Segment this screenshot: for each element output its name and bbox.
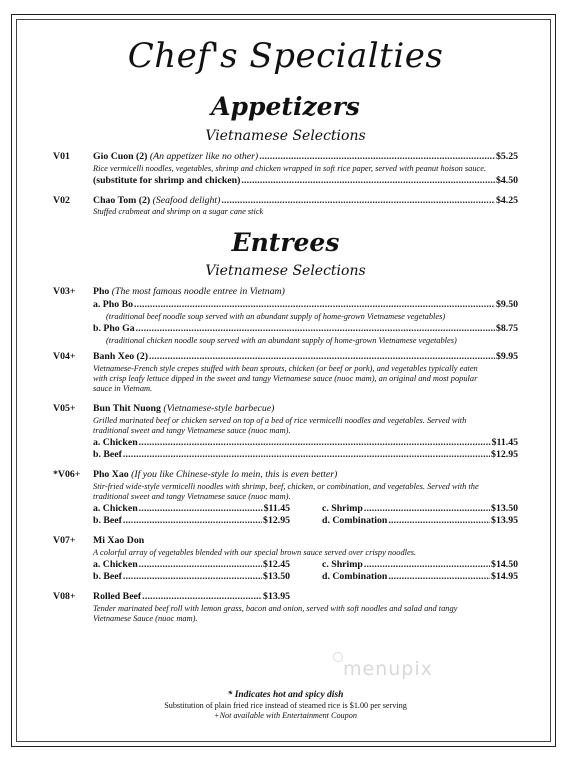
item-description: Stir-fried wide-style vermicelli noodles with shrimp, beef, chicken, or combination, and vegetables. Served with the [93,482,479,491]
item-description: traditional sweet and tangy Vietnamese sauce (nuoc mam). [93,426,291,435]
item-note: (If you like Chinese-style lo mein, this is even better) [131,469,338,480]
menu-item-pho-xao-shrimp [322,503,518,515]
menu-item-pho-bo [93,299,518,311]
menu-item-pho-ga [93,323,518,335]
item-code: V02 [53,195,70,206]
item-description: with crisp leafy lettuce dipped in the sweet and tangy Vietnamese sauce (nuoc mam), an original and most popular [93,374,478,383]
leader-dots [139,437,491,449]
menu-item-chao-tom [93,195,518,207]
menu-item-pho [93,286,285,298]
item-price: $5.25 [495,151,518,162]
item-price: $13.50 [491,503,518,514]
appetizers-subheading: Vietnamese Selections [205,128,366,144]
item-name: b. Beef [93,571,122,582]
menu-item-pho-xao-beef [93,515,290,527]
leader-dots [134,299,495,311]
item-description: Vietnamese Sauce (nuoc mam). [93,614,198,623]
item-name: Pho Xao [93,469,129,480]
item-description: Grilled marinated beef or chicken served on top of a bed of rice vermicelli noodles and vegetables. Served with [93,416,467,425]
page-title: Chef's Specialties [127,36,444,76]
leader-dots [123,515,262,527]
item-description: Tender marinated beef roll with lemon grass, bacon and onion, served with soft noodles and salad and tangy [93,604,458,613]
menu-item-bun-chicken [93,437,518,449]
menu-item-gio-cuon [93,151,518,163]
leader-dots [221,195,495,207]
item-price: $11.45 [491,437,518,448]
menu-item-pho-xao [93,469,337,481]
menu-item-mi-xao-chicken [93,559,290,571]
leader-dots [142,591,262,603]
item-name: Chao Tom (2) [93,195,151,206]
item-price: $12.95 [491,449,518,460]
leader-dots [388,515,490,527]
item-price: $9.95 [495,351,518,362]
item-name: Gio Cuon (2) [93,151,148,162]
leader-dots [259,151,495,163]
item-description: (traditional beef noodle soup served with an abundant supply of home-grown Vietnamese vegetables) [106,312,446,321]
item-name: Pho [93,286,110,297]
menu-item-mi-xao-shrimp [322,559,518,571]
footer-coupon-note: +Not available with Entertainment Coupon [214,711,357,720]
item-price: $13.50 [263,571,290,582]
entrees-heading: Entrees [231,228,340,257]
item-code: V03+ [53,286,76,297]
menu-item-pho-xao-chicken [93,503,290,515]
item-name: Rolled Beef [93,591,142,602]
item-name: Bun Thit Nuong [93,403,161,414]
item-name: Mi Xao Don [93,535,145,546]
item-name: a. Pho Bo [93,299,134,310]
item-name: a. Chicken [93,503,138,514]
leader-dots [364,503,490,515]
item-price: $8.75 [495,323,518,334]
watermark-logo-icon [333,652,343,662]
leader-dots [123,449,490,461]
item-note: (Seafood delight) [152,195,221,206]
item-note: (The most famous noodle entree in Vietnam) [111,286,285,297]
item-description: Stuffed crabmeat and shrimp on a sugar cane stick [93,207,264,216]
item-name: d. Combination [322,515,388,526]
item-code: V01 [53,151,70,162]
leader-dots [136,323,495,335]
item-price: $13.95 [263,591,290,602]
item-description: A colorful array of vegetables blended with our special brown sauce served over crispy noodles. [93,548,417,557]
item-price: $4.25 [495,195,518,206]
appetizers-heading: Appetizers [211,92,360,121]
item-code: V07+ [53,535,76,546]
leader-dots [364,559,490,571]
item-name: b. Pho Ga [93,323,135,334]
leader-dots [388,571,490,583]
menu-item-mi-xao-combination [322,571,518,583]
menu-item-pho-xao-combination [322,515,518,527]
item-name: (substitute for shrimp and chicken) [93,175,241,186]
item-note: (Vietnamese-style barbecue) [163,403,275,414]
item-description: traditional sweet and tangy Vietnamese sauce (nuoc mam). [93,492,291,501]
menu-item-mi-xao-beef [93,571,290,583]
menu-item-bun-thit-nuong [93,403,274,415]
leader-dots [139,503,263,515]
item-price: $13.95 [491,515,518,526]
footer-spicy-note: * Indicates hot and spicy dish [227,690,344,700]
menu-item-bun-beef [93,449,518,461]
item-description: Vietnamese-French style crepes stuffed with bean sprouts, chicken (or beef or pork), and vegetables typically eaten [93,364,478,373]
item-price: $14.50 [491,559,518,570]
item-description: sauce in Vietnam. [93,384,153,393]
leader-dots [149,351,495,363]
item-price: $14.95 [491,571,518,582]
leader-dots [123,571,262,583]
menu-item-rolled-beef [93,591,290,603]
watermark: menupix [343,658,433,680]
item-description: Rice vermicelli noodles, vegetables, shrimp and chicken wrapped in soft rice paper, served with peanut hoison sauce. [93,164,487,173]
item-note: (An appetizer like no other) [149,151,259,162]
leader-dots [139,559,262,571]
entrees-subheading: Vietnamese Selections [205,263,366,279]
item-name: a. Chicken [93,437,138,448]
item-name: Banh Xeo (2) [93,351,148,362]
menu-item-banh-xeo [93,351,518,363]
item-name: c. Shrimp [322,503,363,514]
item-name: a. Chicken [93,559,138,570]
item-code: V05+ [53,403,76,414]
item-code: *V06+ [53,469,81,480]
menu-item-mi-xao-don [93,535,144,547]
item-code: V08+ [53,591,76,602]
item-code: V04+ [53,351,76,362]
item-price: $11.45 [263,503,290,514]
item-name: b. Beef [93,449,122,460]
item-description: (traditional chicken noodle soup served with an abundant supply of home-grown Vietnamese vegetables) [106,336,457,345]
footer-substitution-note: Substitution of plain fried rice instead of steamed rice is $1.00 per serving [164,701,407,710]
item-name: d. Combination [322,571,388,582]
item-name: c. Shrimp [322,559,363,570]
menu-item-gio-cuon-sub [93,175,518,187]
item-price: $4.50 [495,175,518,186]
item-price: $9.50 [495,299,518,310]
item-price: $12.95 [263,515,290,526]
item-price: $12.45 [263,559,290,570]
item-name: b. Beef [93,515,122,526]
leader-dots [241,175,495,187]
